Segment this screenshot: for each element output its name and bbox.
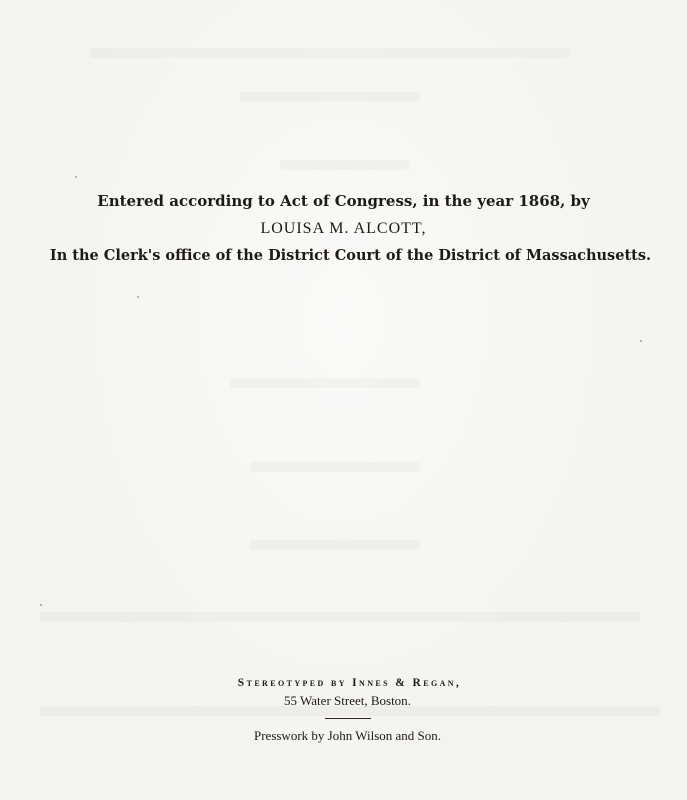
bleed-through-line: [280, 160, 410, 170]
bleed-through-line: [40, 612, 640, 622]
printer-imprint: [0, 674, 687, 745]
author-name: LOUISA M. ALCOTT,: [260, 220, 427, 237]
bleed-through-line: [240, 92, 420, 102]
paper-speck: [40, 604, 42, 606]
paper-speck: [75, 176, 77, 178]
divider-rule: [325, 718, 371, 719]
bleed-through-line: [90, 48, 570, 58]
paper-speck: [137, 296, 139, 298]
bleed-through-line: [250, 462, 420, 472]
stereotyper-address: 55 Water Street, Boston.: [284, 693, 411, 708]
clerk-office-line: In the Clerk's office of the District Court of the District of Massachusetts.: [49, 247, 652, 264]
copyright-notice: [0, 188, 687, 269]
bleed-through-line: [250, 540, 420, 550]
stereotyper-line: Stereotyped by Innes & Regan,: [237, 677, 462, 689]
bleed-through-line: [230, 378, 420, 388]
paper-speck: [640, 340, 642, 342]
presswork-line: Presswork by John Wilson and Son.: [253, 728, 442, 743]
copyright-entry-line: Entered according to Act of Congress, in the year 1868, by: [97, 192, 590, 210]
